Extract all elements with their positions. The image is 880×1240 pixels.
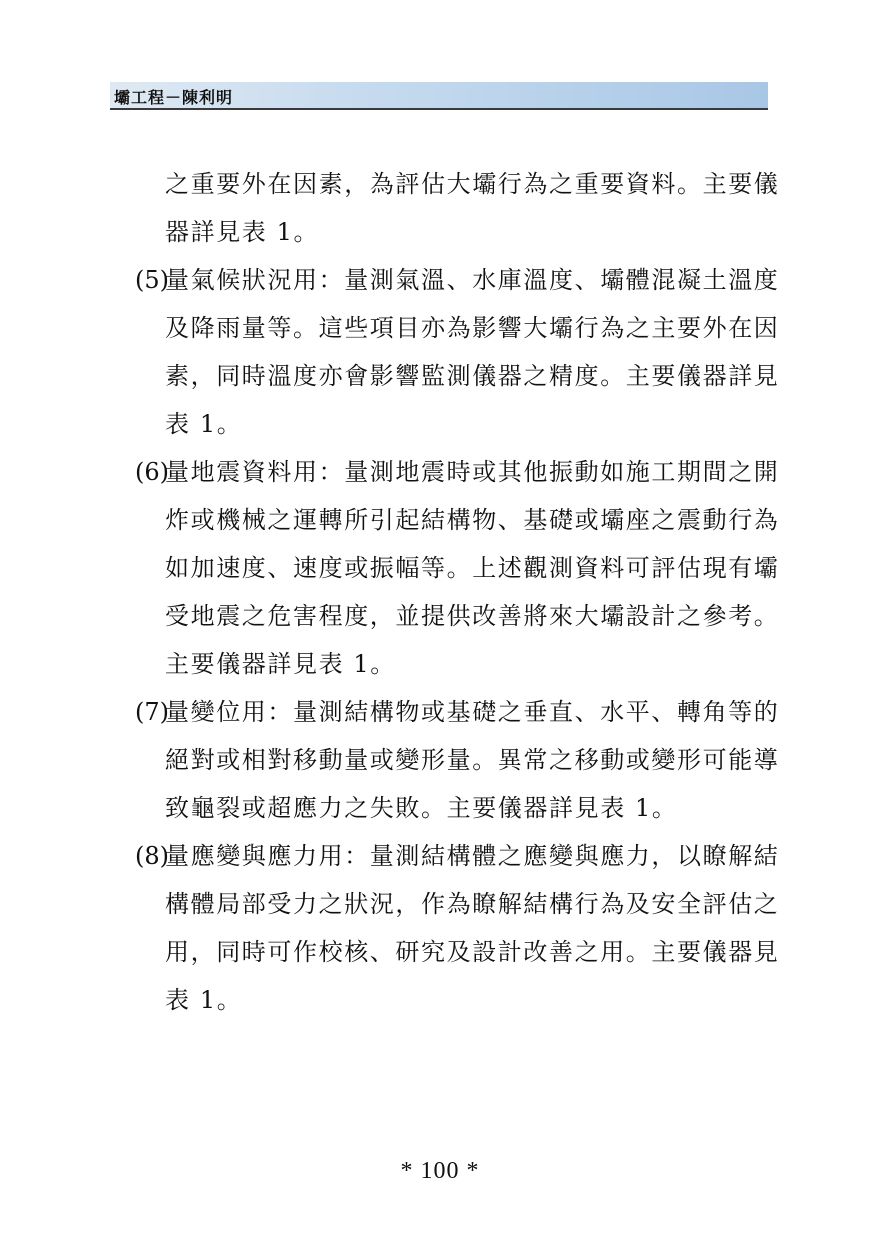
list-number: (7) [135, 698, 169, 726]
header-title: 壩工程－陳利明 [114, 88, 234, 107]
text-line [135, 976, 775, 1024]
text-line [135, 928, 780, 976]
text-line [135, 352, 780, 400]
text-line [135, 208, 775, 256]
text-line [135, 400, 775, 448]
line-text: 炸或機械之運轉所引起結構物、基礎或壩座之震動行為 [165, 506, 780, 534]
line-text: 表 1。 [165, 986, 243, 1014]
text-line [135, 160, 780, 208]
text-line [135, 880, 780, 928]
list-number: (5) [135, 266, 169, 294]
line-text: 用，同時可作校核、研究及設計改善之用。主要儀器見 [165, 938, 780, 966]
text-line [135, 736, 780, 784]
line-text: 受地震之危害程度，並提供改善將來大壩設計之參考。 [165, 602, 780, 630]
text-line [135, 784, 775, 832]
text-line [135, 304, 780, 352]
line-text: 表 1。 [165, 410, 243, 438]
line-text: 量應變與應力用：量測結構體之應變與應力，以瞭解結 [165, 842, 780, 870]
line-text: 構體局部受力之狀況，作為瞭解結構行為及安全評估之 [165, 890, 780, 918]
list-number: (6) [135, 458, 169, 486]
line-text: 及降雨量等。這些項目亦為影響大壩行為之主要外在因 [165, 314, 780, 342]
text-line [135, 496, 780, 544]
text-line [135, 640, 775, 688]
list-item-8 [135, 832, 780, 880]
line-text: 量氣候狀況用：量測氣溫、水庫溫度、壩體混凝土溫度 [165, 266, 780, 294]
line-text: 素，同時溫度亦會影響監測儀器之精度。主要儀器詳見 [165, 362, 780, 390]
line-text: 量變位用：量測結構物或基礎之垂直、水平、轉角等的 [165, 698, 780, 726]
list-item-6 [135, 448, 780, 496]
text-line [135, 544, 780, 592]
line-text: 量地震資料用：量測地震時或其他振動如施工期間之開 [165, 458, 780, 486]
line-text: 主要儀器詳見表 1。 [165, 650, 396, 678]
body-text [135, 160, 780, 1024]
line-text: 致龜裂或超應力之失敗。主要儀器詳見表 1。 [165, 794, 678, 822]
line-text: 器詳見表 1。 [165, 218, 320, 246]
running-header [110, 82, 768, 110]
list-item-5 [135, 256, 780, 304]
list-item-7 [135, 688, 780, 736]
line-text: 如加速度、速度或振幅等。上述觀測資料可評估現有壩 [165, 554, 780, 582]
page-number: * 100 * [400, 1158, 480, 1184]
line-text: 之重要外在因素，為評估大壩行為之重要資料。主要儀 [165, 170, 780, 198]
text-line [135, 592, 780, 640]
line-text: 絕對或相對移動量或變形量。異常之移動或變形可能導 [165, 746, 780, 774]
list-number: (8) [135, 842, 169, 870]
